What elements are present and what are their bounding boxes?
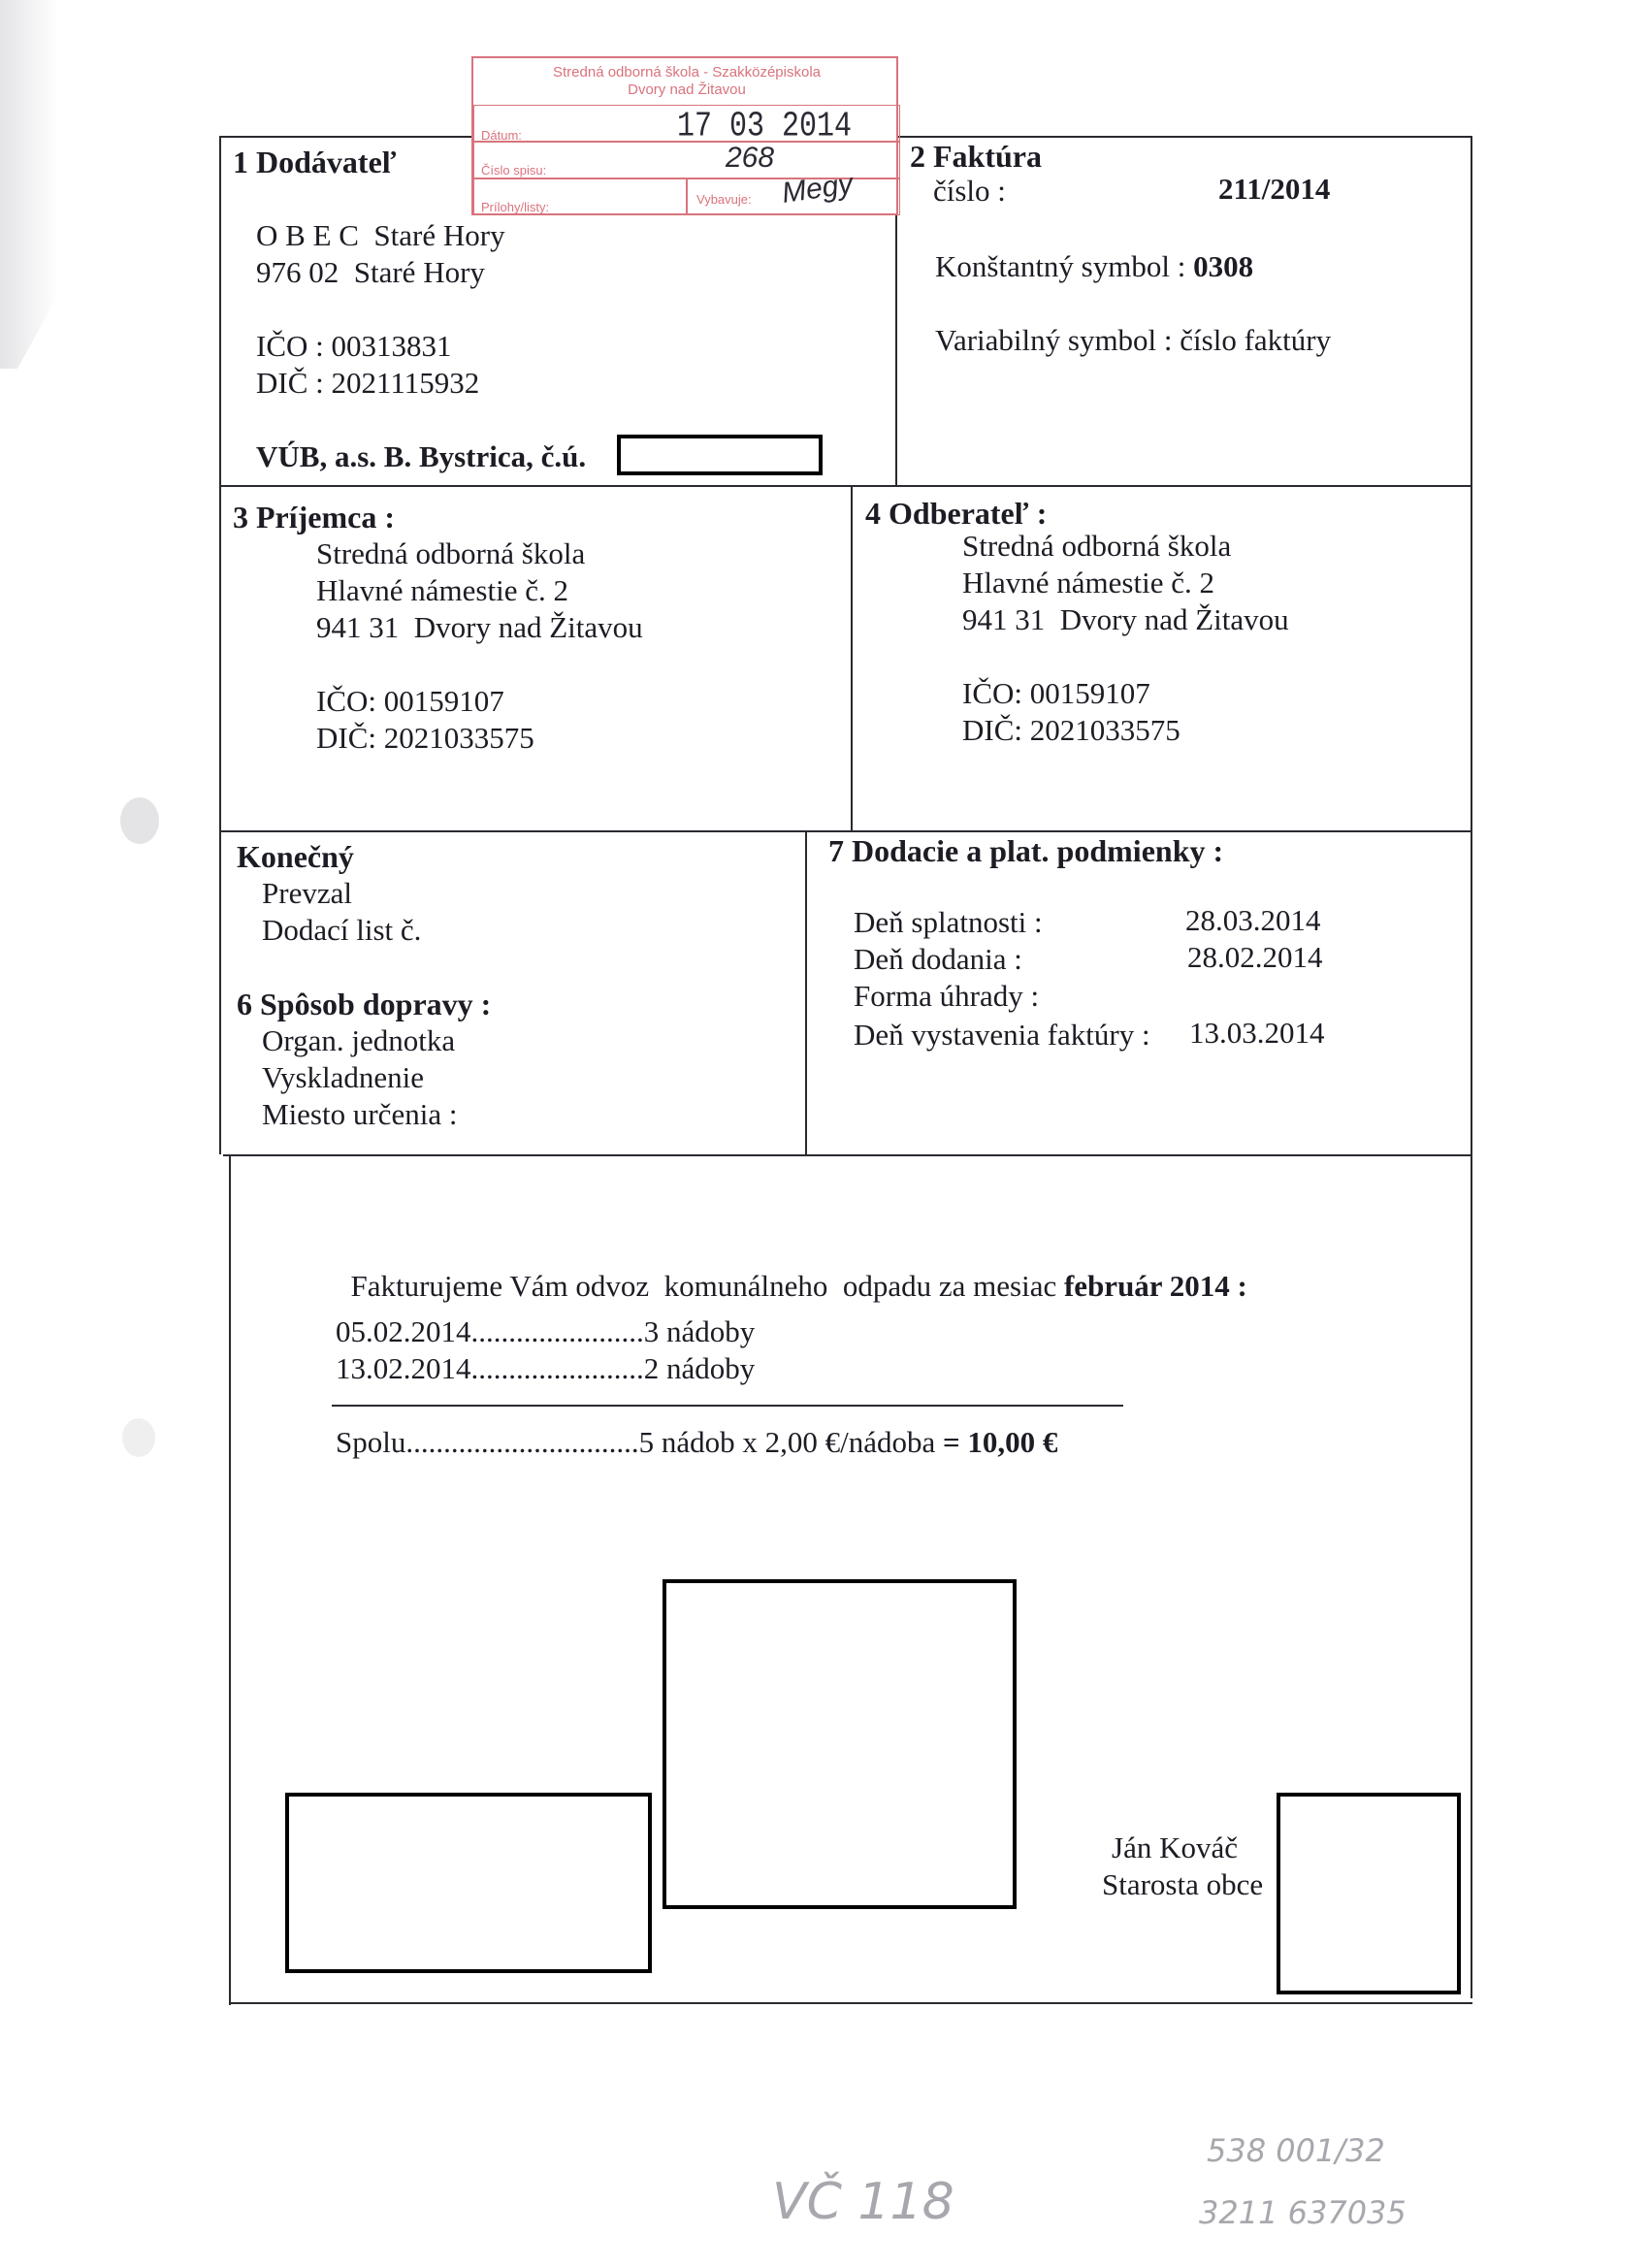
recipient-dic: DIČ: 2021033575 xyxy=(316,721,534,755)
frame-right xyxy=(1471,136,1472,1998)
invoice-intro-month: február 2014 : xyxy=(1063,1269,1247,1304)
invoice-number-label: číslo : xyxy=(933,174,1006,208)
redacted-signature xyxy=(1277,1793,1461,1994)
stamp-file-label: Číslo spisu: xyxy=(481,163,547,178)
delivery-date-value: 28.02.2014 xyxy=(1187,940,1323,974)
frame-bottom xyxy=(229,2002,1472,2004)
total-amount: = 10,00 € xyxy=(943,1425,1058,1459)
frame-left xyxy=(219,136,221,1154)
final-received: Prevzal xyxy=(262,876,352,910)
transport-destination: Miesto určenia : xyxy=(262,1097,458,1131)
transport-heading: 6 Spôsob dopravy : xyxy=(237,987,492,1021)
redacted-stamp xyxy=(285,1793,652,1973)
frame-row3-bottom xyxy=(223,1154,1472,1156)
variable-symbol: Variabilný symbol : číslo faktúry xyxy=(935,323,1332,357)
frame-divider xyxy=(805,830,807,1156)
total-line xyxy=(336,1424,1057,1460)
punch-hole xyxy=(120,797,159,844)
recipient-ico: IČO: 00159107 xyxy=(316,684,504,718)
invoice-heading: 2 Faktúra xyxy=(910,139,1042,174)
frame-row1-bottom xyxy=(219,485,1472,487)
invoice-intro xyxy=(336,1232,1247,1304)
transport-unit: Organ. jednotka xyxy=(262,1023,456,1057)
final-heading: Konečný xyxy=(237,839,354,874)
total-line-text: Spolu...............................5 nádob x 2,00 €/nádoba xyxy=(336,1425,943,1459)
total-separator xyxy=(332,1405,1123,1407)
constant-symbol xyxy=(935,248,1253,284)
redacted-stamp xyxy=(663,1579,1017,1909)
supplier-bank xyxy=(256,438,586,474)
supplier-dic: DIČ : 2021115932 xyxy=(256,366,480,400)
signatory-role: Starosta obce xyxy=(1102,1867,1264,1901)
handwritten-reference: VČ 118 xyxy=(772,2173,954,2231)
stamp-subtitle: Dvory nad Žitavou xyxy=(628,81,746,98)
scan-shadow xyxy=(0,0,58,369)
supplier-heading: 1 Dodávateľ xyxy=(233,145,397,179)
payment-form-label: Forma úhrady : xyxy=(854,979,1040,1013)
constant-symbol-label: Konštantný symbol : xyxy=(935,249,1186,283)
frame-left xyxy=(229,1154,231,2005)
recipient-heading: 3 Príjemca : xyxy=(233,500,396,535)
redacted-account xyxy=(617,435,823,475)
delivery-date-label: Deň dodania : xyxy=(854,942,1022,976)
customer-name: Stredná odborná škola xyxy=(962,529,1232,563)
service-line: 05.02.2014.......................3 nádoby xyxy=(336,1314,756,1348)
recipient-name: Stredná odborná škola xyxy=(316,536,586,570)
invoice-number: 211/2014 xyxy=(1218,172,1331,206)
due-date-value: 28.03.2014 xyxy=(1185,903,1321,937)
stamp-handler-signature: Megy xyxy=(779,168,856,210)
supplier-bank-label: VÚB, a.s. B. Bystrica, č.ú. xyxy=(256,439,587,473)
transport-storage: Vyskladnenie xyxy=(262,1060,425,1094)
service-line: 13.02.2014.......................2 nádoby xyxy=(336,1351,756,1385)
recipient-street: Hlavné námestie č. 2 xyxy=(316,573,568,607)
supplier-address: 976 02 Staré Hory xyxy=(256,255,485,289)
stamp-attach-label: Prílohy/listy: xyxy=(481,200,550,214)
customer-city: 941 31 Dvory nad Žitavou xyxy=(962,602,1289,636)
handwritten-code: 3211 637035 xyxy=(1199,2194,1406,2231)
recipient-city: 941 31 Dvory nad Žitavou xyxy=(316,610,643,644)
punch-hole xyxy=(122,1418,155,1457)
customer-ico: IČO: 00159107 xyxy=(962,676,1150,710)
terms-heading: 7 Dodacie a plat. podmienky : xyxy=(828,833,1224,868)
final-delivery-note: Dodací list č. xyxy=(262,913,422,947)
issue-date-label: Deň vystavenia faktúry : xyxy=(854,1018,1150,1052)
invoice-intro-text: Fakturujeme Vám odvoz komunálneho odpadu za mesiac xyxy=(350,1269,1064,1304)
handwritten-code: 538 001/32 xyxy=(1207,2132,1385,2169)
stamp-date-label: Dátum: xyxy=(481,128,522,143)
stamp-date-value: 17 03 2014 xyxy=(677,107,853,147)
due-date-label: Deň splatnosti : xyxy=(854,905,1043,939)
stamp-file-value: 268 xyxy=(726,142,775,174)
signatory-name: Ján Kováč xyxy=(1112,1831,1238,1864)
issue-date-value: 13.03.2014 xyxy=(1189,1016,1325,1050)
constant-symbol-value: 0308 xyxy=(1193,249,1254,283)
customer-street: Hlavné námestie č. 2 xyxy=(962,566,1214,599)
stamp-title: Stredná odborná škola - Szakközépiskola xyxy=(553,64,821,81)
frame-divider xyxy=(851,485,853,832)
supplier-name: O B E C Staré Hory xyxy=(256,218,505,252)
registry-stamp xyxy=(471,56,898,215)
supplier-ico: IČO : 00313831 xyxy=(256,329,452,363)
customer-dic: DIČ: 2021033575 xyxy=(962,713,1180,747)
customer-heading: 4 Odberateľ : xyxy=(865,496,1048,531)
stamp-handler-label: Vybavuje: xyxy=(696,192,752,207)
